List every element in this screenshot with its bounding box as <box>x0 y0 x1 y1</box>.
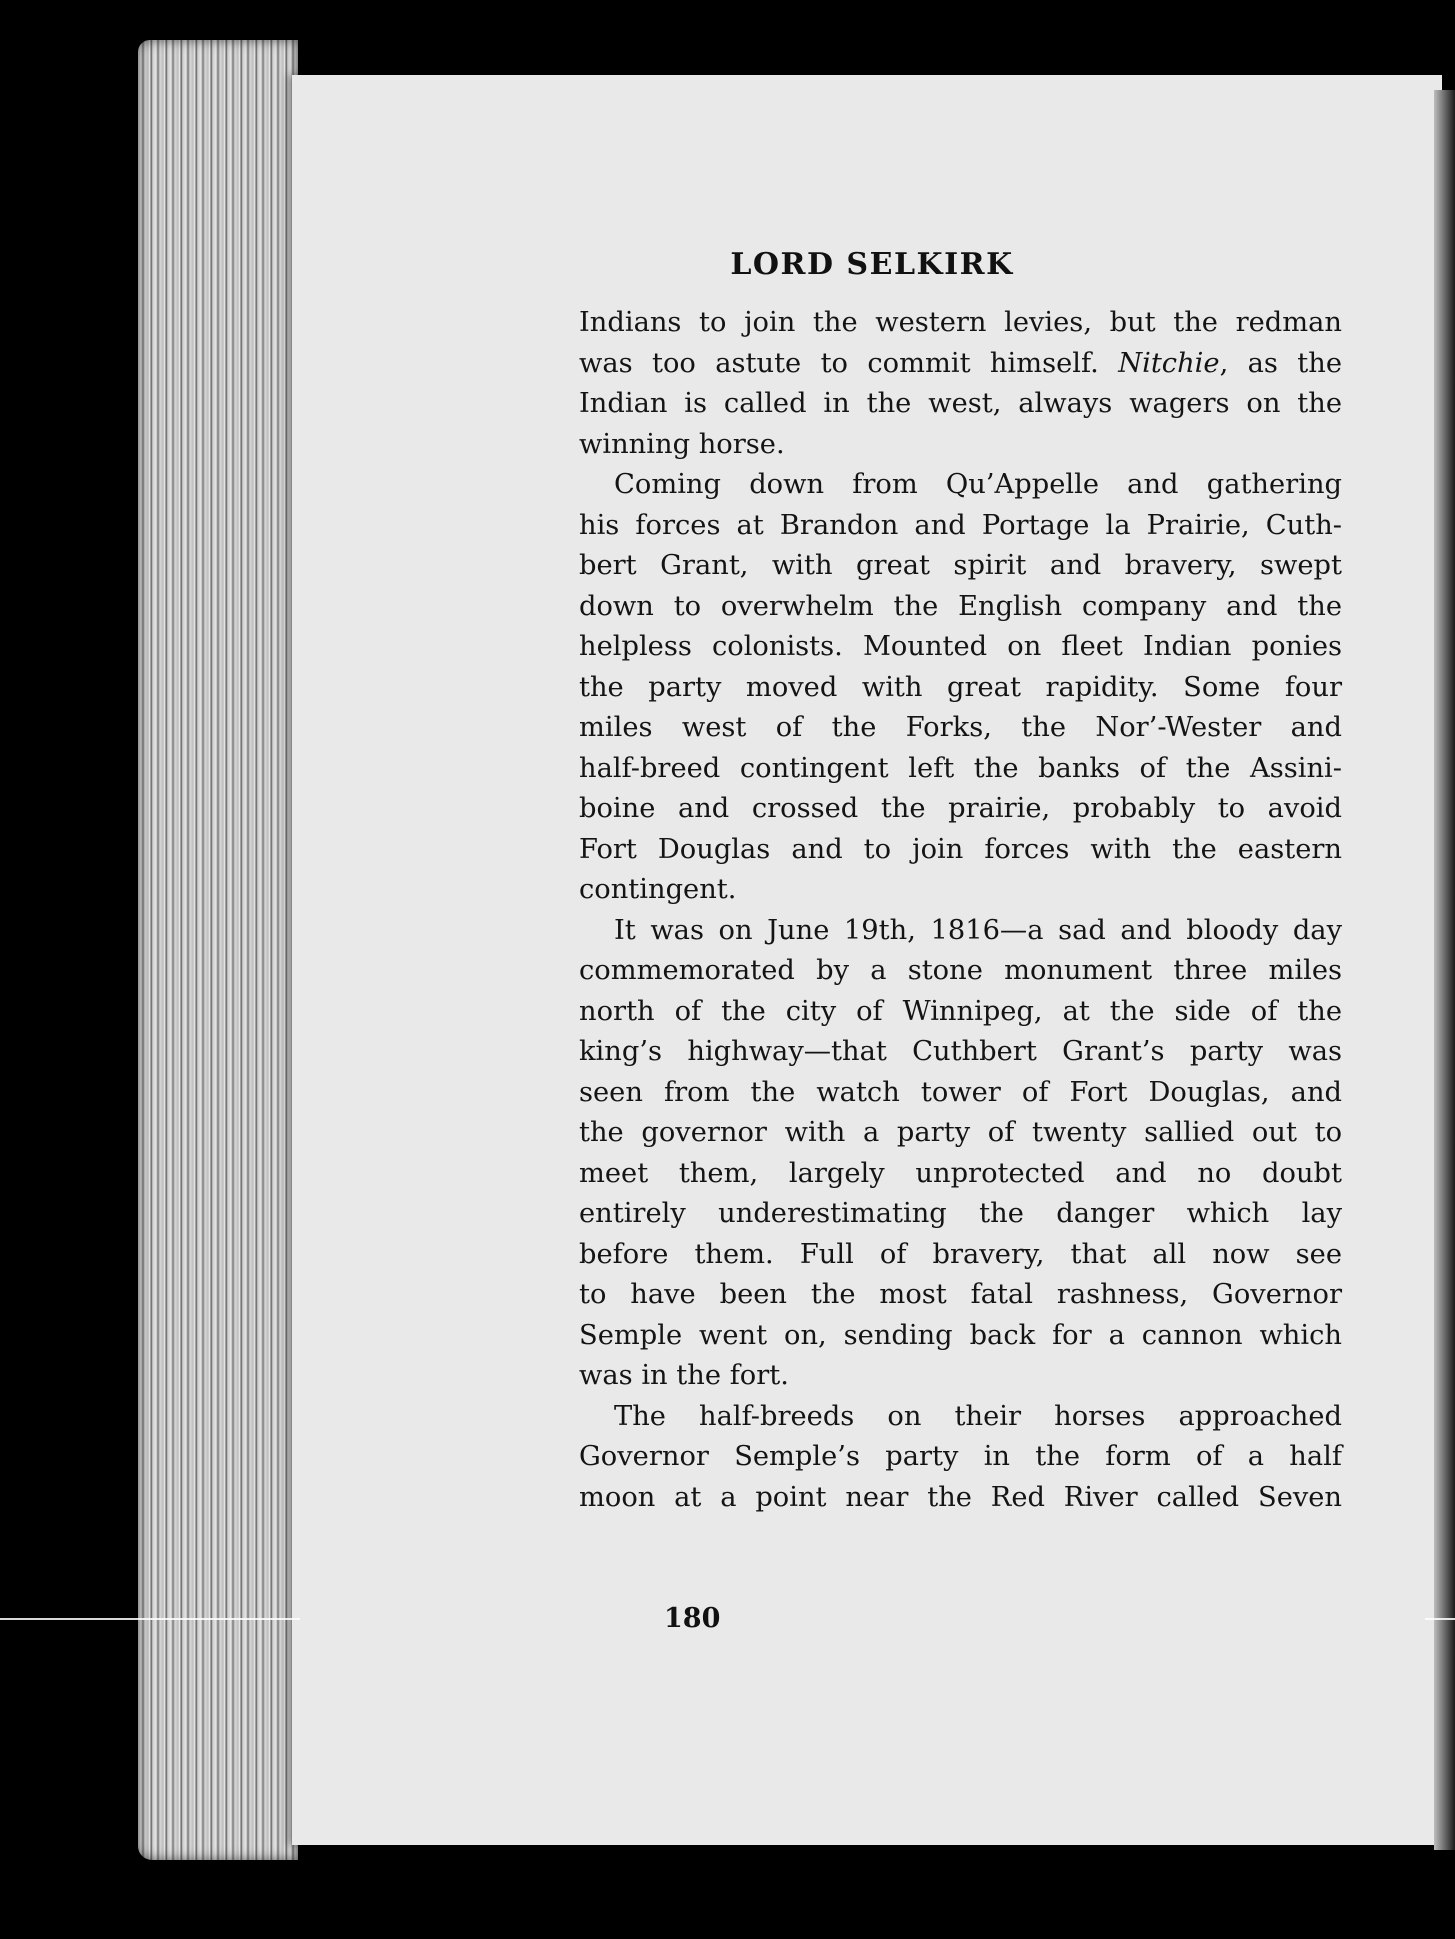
text-line: the party moved with great rapidity. Some four <box>579 671 1342 703</box>
text-line: helpless colonists. Mounted on fleet Indian ponies <box>579 631 1342 662</box>
text-line: meet them, largely unprotected and no doubt <box>579 1157 1342 1189</box>
text-line: moon at a point near the Red River called Seven <box>579 1481 1342 1513</box>
text-line: was too astute to commit himself. Nitchie, as the <box>579 347 1342 379</box>
text-line: Coming down from Qu’Appelle and gathering <box>614 469 1342 500</box>
page-right-edge <box>1434 90 1455 1850</box>
text-line: The half-breeds on their horses approached <box>614 1400 1342 1432</box>
scan-artifact-line-right <box>1425 1618 1455 1620</box>
text-line: was in the fort. <box>579 1360 789 1391</box>
text-line: the governor with a party of twenty sallied out to <box>579 1117 1342 1148</box>
running-head: LORD SELKIRK <box>730 247 1014 282</box>
text-line: miles west of the Forks, the Nor’-Wester and <box>579 712 1342 743</box>
text-line: Fort Douglas and to join forces with the eastern <box>579 833 1342 865</box>
text-line: entirely underestimating the danger which lay <box>579 1198 1342 1229</box>
text-line: north of the city of Winnipeg, at the side of the <box>579 995 1342 1027</box>
text-line: Semple went on, sending back for a cannon which <box>579 1319 1342 1351</box>
body-text <box>579 303 1342 1518</box>
text-line: Indian is called in the west, always wagers on the <box>579 388 1342 419</box>
scan-artifact-line <box>0 1618 300 1620</box>
text-line: It was on June 19th, 1816—a sad and bloody day <box>614 914 1342 946</box>
text-line: half-breed contingent left the banks of the Assini- <box>579 752 1342 784</box>
page-stack-edges <box>138 40 298 1860</box>
book-page <box>292 75 1442 1845</box>
text-line: boine and crossed the prairie, probably to avoid <box>579 793 1342 824</box>
text-line: Indians to join the western levies, but the redman <box>579 307 1342 338</box>
text-line: contingent. <box>579 874 737 905</box>
text-line: before them. Full of bravery, that all now see <box>579 1238 1342 1270</box>
text-line: bert Grant, with great spirit and bravery, swept <box>579 550 1342 581</box>
text-line: his forces at Brandon and Portage la Prairie, Cuth- <box>579 509 1342 541</box>
text-line: seen from the watch tower of Fort Douglas, and <box>579 1076 1342 1108</box>
page-number: 180 <box>664 1603 721 1634</box>
text-line: commemorated by a stone monument three miles <box>579 955 1342 986</box>
text-line: down to overwhelm the English company and the <box>579 590 1342 622</box>
text-line: winning horse. <box>579 428 785 460</box>
text-line: Governor Semple’s party in the form of a half <box>579 1441 1342 1472</box>
text-line: to have been the most fatal rashness, Governor <box>579 1279 1342 1310</box>
text-line: king’s highway—that Cuthbert Grant’s party was <box>579 1036 1342 1067</box>
